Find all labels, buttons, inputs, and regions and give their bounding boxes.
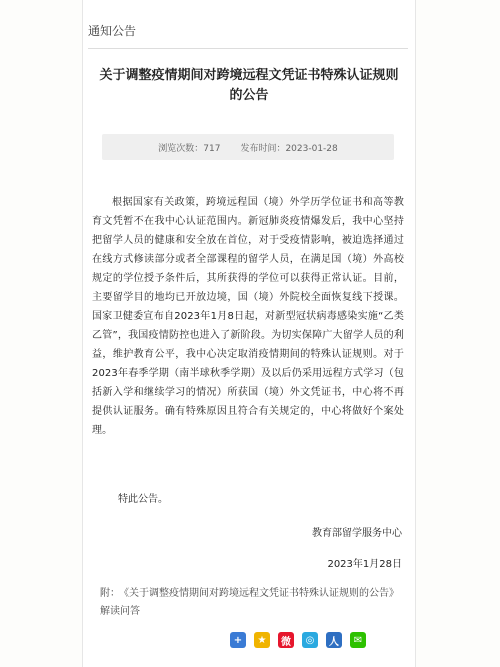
article-title: 关于调整疫情期间对跨境远程文凭证书特殊认证规则的公告: [99, 68, 399, 103]
section-title: 通知公告: [88, 24, 137, 38]
views-count: 717: [203, 143, 221, 154]
attachment-link[interactable]: 《关于调整疫情期间对跨境远程文凭证书特殊认证规则的公告》解读问答: [100, 588, 399, 617]
share-bar: [230, 629, 366, 651]
share-weibo-icon[interactable]: 微: [278, 632, 294, 648]
article-body: 根据国家有关政策，跨境远程国（境）外学历学位证书和高等教育文凭暂不在我中心认证范围内。新冠肺炎疫情爆发后，我中心坚持把留学人员的健康和安全放在首位，对于受疫情影响，被迫选择通过在线方式修读部分或者全部课程的留学人员，在满足国（境）外高校规定的学位授予条件后，其所获得的学位可以获得正常认证。目前，主要留学目的地均已开放边境，国（境）外院校全面恢复线下授课。国家卫健委宣布自2023年1月8日起，对新型冠状病毒感染实施“乙类乙管”，我国疫情防控也进入了新阶段。为切实保障广大留学人员的利益，维护教育公平，我中心决定取消疫情期间的特殊认证规则。对于2023年春季学期（南半球秋季学期）及以后仍采用远程方式学习（包括新入学和继续学习的情况）所获国（境）外文凭证书，中心将不再提供认证服务。确有特殊原因且符合有关规定的，中心将做好个案处理。: [92, 197, 404, 436]
share-add-icon[interactable]: +: [230, 632, 246, 648]
published-meta: [240, 141, 337, 154]
views-meta: [158, 141, 220, 154]
views-label: 浏览次数：: [158, 143, 204, 154]
article-closing: 特此公告。: [118, 494, 168, 505]
attachment-label: 附：: [100, 588, 120, 599]
article-meta: [102, 134, 394, 160]
article-date: 2023年1月28日: [327, 559, 402, 570]
published-label: 发布时间：: [240, 143, 286, 154]
share-wechat-icon[interactable]: ✉: [350, 632, 366, 648]
published-date: 2023-01-28: [285, 143, 338, 154]
share-qzone-icon[interactable]: ★: [254, 632, 270, 648]
share-tencent-icon[interactable]: ◎: [302, 632, 318, 648]
article-signer: 教育部留学服务中心: [312, 528, 402, 539]
attachment: [100, 585, 404, 621]
share-renren-icon[interactable]: 人: [326, 632, 342, 648]
section-divider: [88, 48, 408, 49]
